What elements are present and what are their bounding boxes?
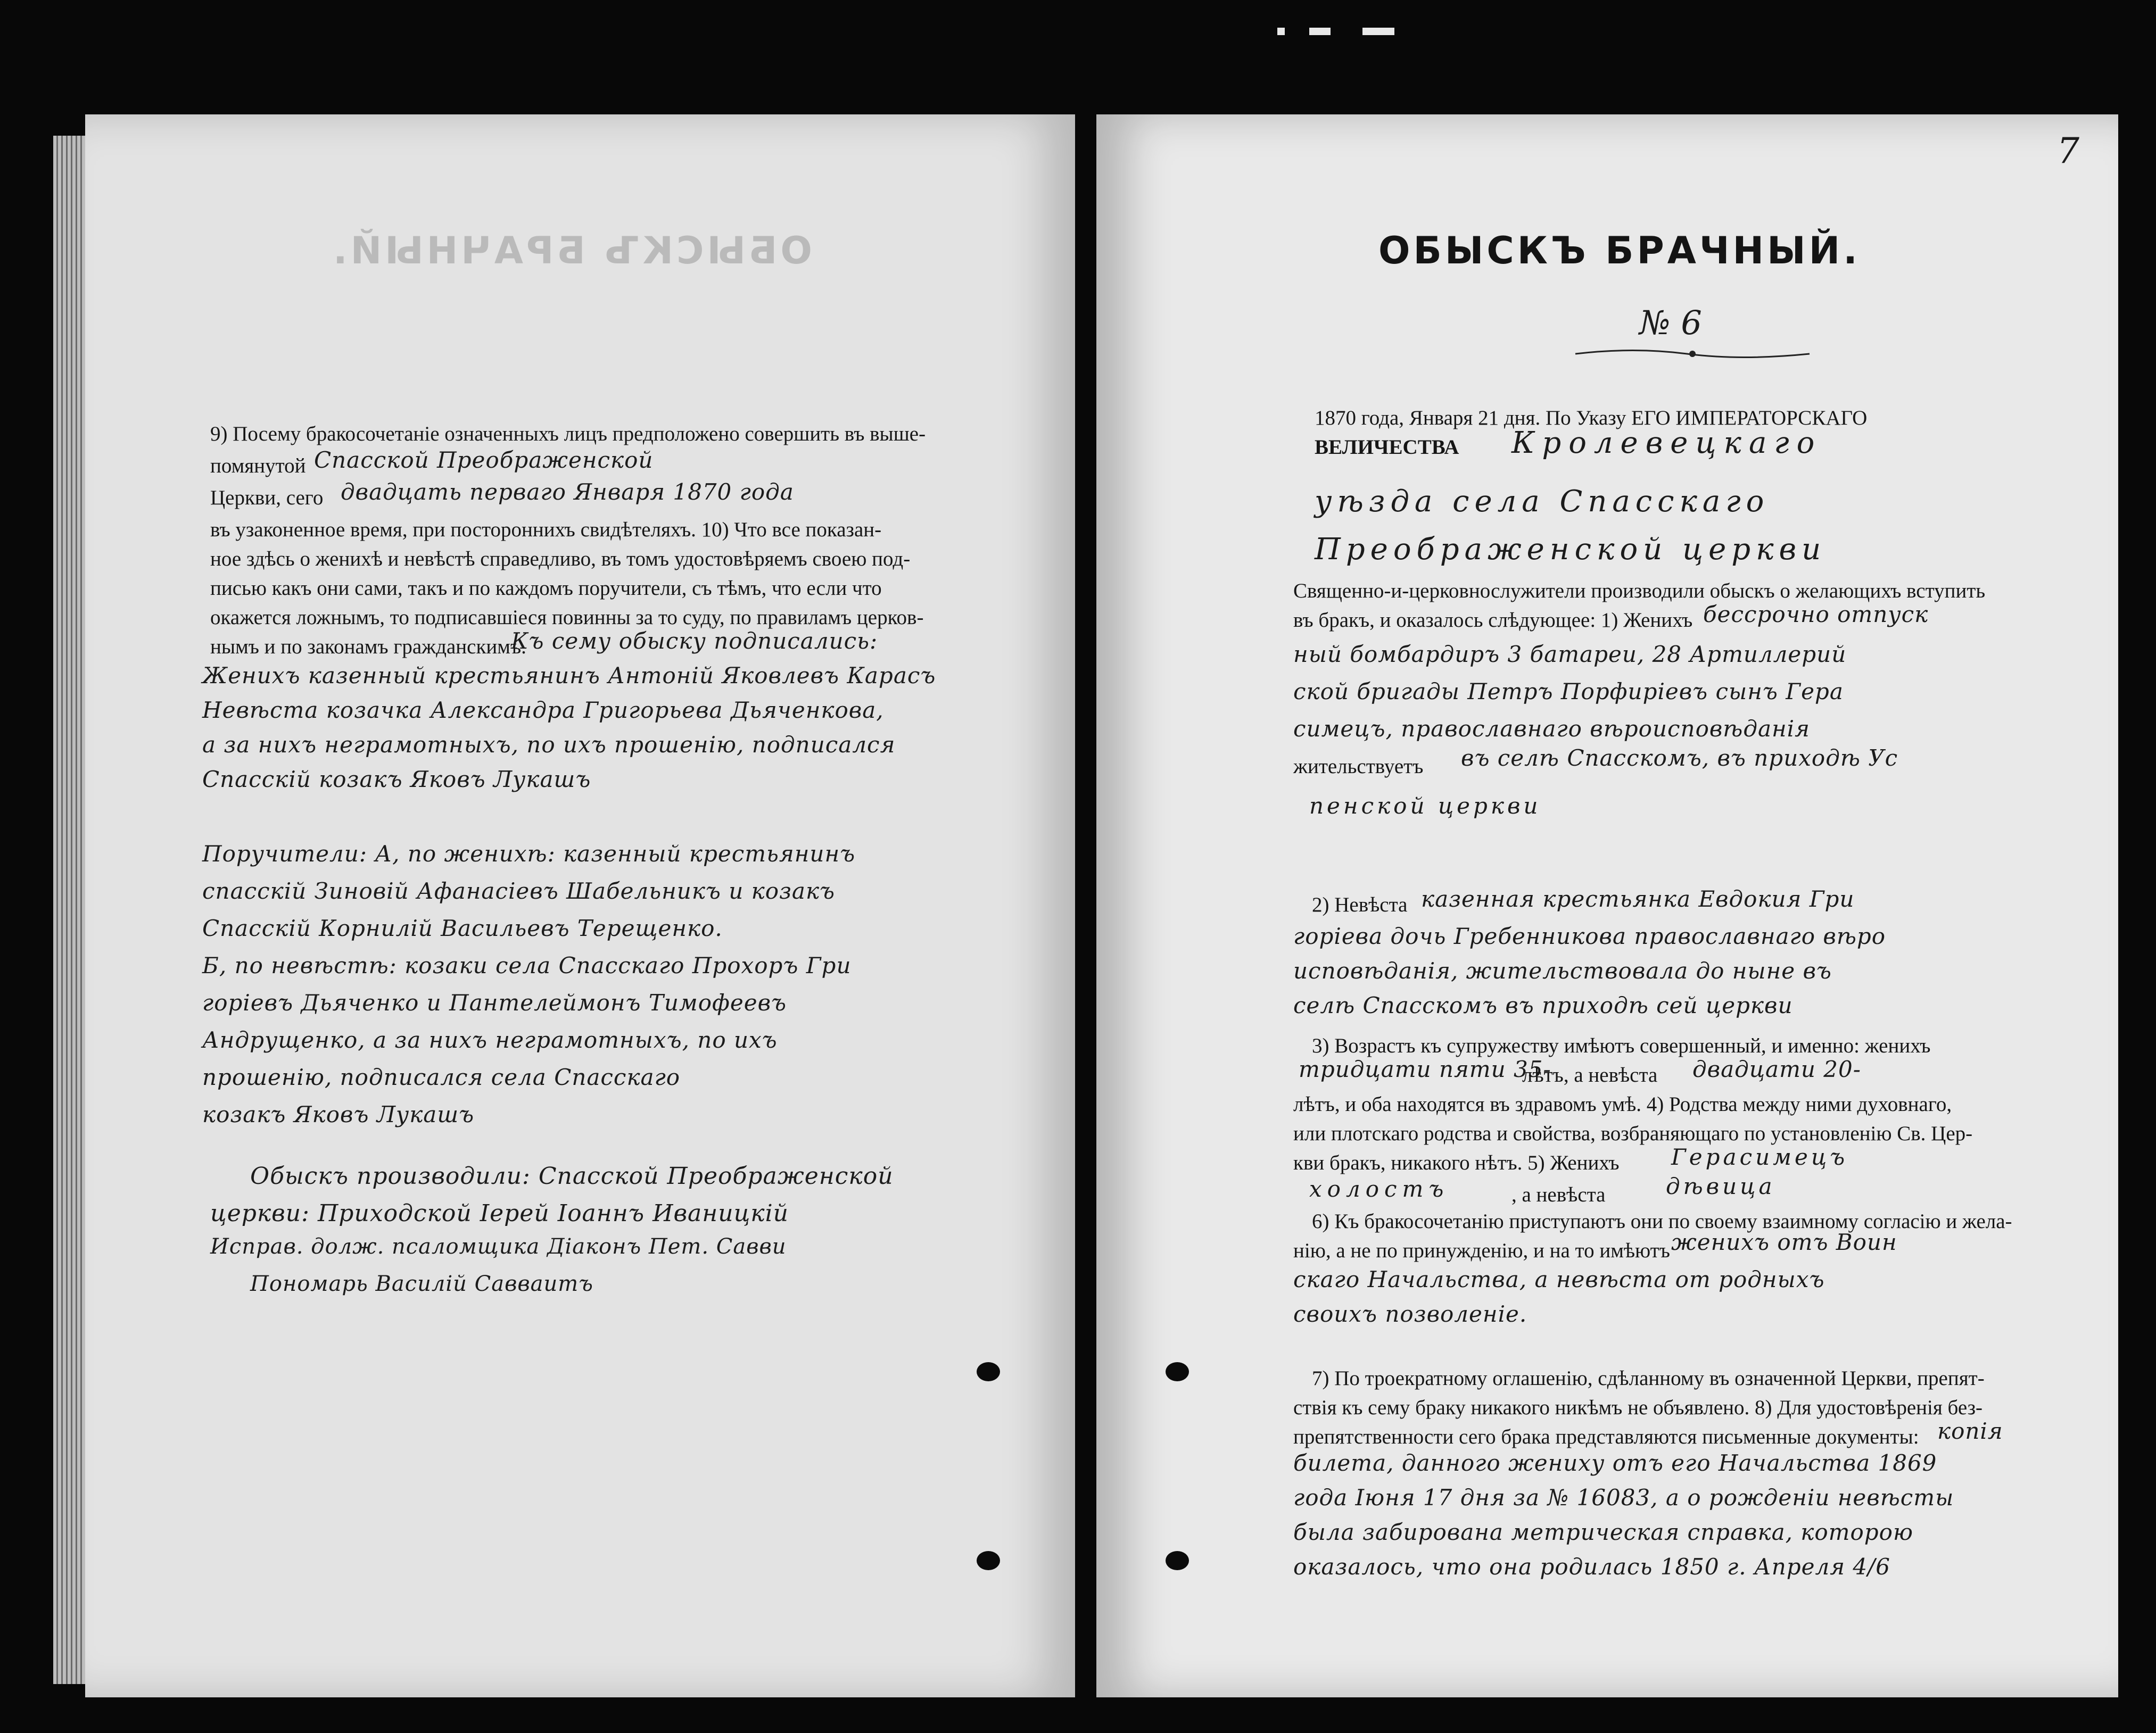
bride-age: двадцати 20- xyxy=(1692,1056,1861,1082)
documents: копiя xyxy=(1937,1418,2003,1444)
documents: билета, данного жениху отъ его Начальства 1869 xyxy=(1293,1450,1937,1476)
groom-age: тридцати пяти 35- xyxy=(1299,1056,1551,1082)
signature-line: прошенiю, подписался села Спасскаго xyxy=(202,1064,681,1090)
section-3-line-2: лѣтъ, а невѣста xyxy=(1522,1064,1658,1087)
left-paragraph-9-line-7: окажется ложнымъ, то подписавшiеся повинны за то суду, по правиламъ церков- xyxy=(210,606,924,629)
signature-line: спасскiй Зиновiй Афанасiевъ Шабельникъ и козакъ xyxy=(202,878,836,904)
section-2-line-1: 2) Невѣста xyxy=(1312,893,1408,916)
consent: женихъ отъ Воин xyxy=(1671,1229,1897,1255)
title-ornament xyxy=(1570,346,1815,362)
bleed-through-title: ОБЫСКЪ БРАЧНЫЙ. xyxy=(330,229,812,272)
binding-hole xyxy=(1166,1551,1189,1570)
intro-line-1: 1870 года, Января 21 дня. По Указу ЕГО ИМПЕРАТОРСКАГО xyxy=(1315,407,1868,429)
section-7-line-1: 7) По троекратному оглашенiю, сдѣланному въ означенной Церкви, препят- xyxy=(1312,1367,1985,1390)
clergy-line: церкви: Приходской Iерей Iоаннъ Иваницкiй xyxy=(210,1200,789,1227)
left-church-name: Спасской Преображенской xyxy=(314,447,654,473)
section-3-line-1: 3) Возрастъ къ супружеству имѣютъ совершенный, и именно: женихъ xyxy=(1312,1034,1931,1057)
village-name: уѣзда села Спасскаго xyxy=(1315,484,1770,519)
scanner-mark xyxy=(1277,28,1285,35)
left-signatures-heading: Къ сему обыску подписались: xyxy=(511,628,878,654)
section-3-line-5: кви бракъ, никакого нѣтъ. 5) Женихъ xyxy=(1293,1151,1620,1174)
binding-hole xyxy=(977,1362,1000,1381)
signature-line: горiевъ Дьяченко и Пантелеймонъ Тимофеевъ xyxy=(202,990,787,1016)
signature-line: Женихъ казенный крестьянинъ Антонiй Яковлевъ Карасъ xyxy=(202,662,936,689)
binding-hole xyxy=(1166,1362,1189,1381)
section-1-line-1: Священно-и-церковнослужители производили обыскъ о желающихъ вступить xyxy=(1293,579,1986,602)
left-paragraph-9-line-8: нымъ и по законамъ гражданскимъ. xyxy=(210,635,526,658)
scanner-mark xyxy=(1362,28,1394,35)
left-wedding-date: двадцать перваго Января 1870 года xyxy=(341,479,794,505)
groom-description: симецъ, православнаго вѣроисповѣданiя xyxy=(1293,716,1810,742)
consent: своихъ позволенiе. xyxy=(1293,1301,1527,1327)
clergy-line: Обыскъ производили: Спасской Преображенской xyxy=(250,1163,894,1190)
left-paragraph-9-line-1: 9) Посему бракосочетанiе означенныхъ лицъ предположено совершить въ выше- xyxy=(210,422,926,445)
left-paragraph-9-line-6: писью какъ они сами, такъ и по каждомъ поручители, съ тѣмъ, что если что xyxy=(210,577,882,600)
left-paragraph-9-line-5: ное здѣсь о женихѣ и невѣстѣ справедливо, въ томъ удостовѣряемъ своею под- xyxy=(210,548,911,570)
bride-description: исповѣданiя, жительствовала до ныне въ xyxy=(1293,958,1832,984)
bride-status: дѣвица xyxy=(1666,1173,1775,1199)
groom-description: ской бригады Петръ Порфирiевъ сынъ Гера xyxy=(1293,678,1844,704)
document-title: ОБЫСКЪ БРАЧНЫЙ. xyxy=(1378,229,1861,272)
district-name: Кролевецкаго xyxy=(1511,426,1822,460)
groom-description: бессрочно отпуск xyxy=(1703,601,1929,627)
record-number: № 6 xyxy=(1639,303,1702,342)
section-6-line-2: нiю, а не по принужденiю, и на то имѣютъ xyxy=(1293,1239,1670,1262)
groom-surname: Герасимецъ xyxy=(1671,1144,1848,1170)
groom-residence: въ селѣ Спасскомъ, въ приходѣ Ус xyxy=(1461,745,1898,771)
binding-hole xyxy=(977,1551,1000,1570)
consent: скаго Начальства, а невѣста от родныхъ xyxy=(1293,1266,1825,1292)
groom-status: холостъ xyxy=(1309,1176,1449,1202)
section-6-line-1: 6) Къ бракосочетанiю приступаютъ они по своему взаимному согласiю и жела- xyxy=(1312,1210,2012,1233)
section-1-line-3: жительствуетъ xyxy=(1293,755,1424,778)
clergy-line: Пономарь Василiй Савваитъ xyxy=(250,1272,593,1296)
section-3-line-6: , а невѣста xyxy=(1511,1183,1606,1206)
folio-number: 7 xyxy=(2057,130,2079,171)
left-paragraph-9-line-3: Церкви, сего xyxy=(210,486,324,509)
groom-description: ный бомбардиръ 3 батареи, 28 Артиллерий xyxy=(1293,641,1847,667)
section-7-line-3: препятственности сего брака представляются письменные документы: xyxy=(1293,1425,1919,1448)
clergy-line: Исправ. долж. псаломщика Дiаконъ Пет. Савви xyxy=(210,1234,787,1259)
groom-residence: пенской церкви xyxy=(1309,793,1541,819)
intro-line-2: ВЕЛИЧЕСТВА xyxy=(1315,436,1459,459)
left-paragraph-9-line-4: въ узаконенное время, при постороннихъ свидѣтеляхъ. 10) Что все показан- xyxy=(210,518,882,541)
bride-description: селѣ Спасскомъ въ приходѣ сей церкви xyxy=(1293,992,1793,1018)
left-page xyxy=(85,114,1075,1697)
bride-description: казенная крестьянка Евдокия Гри xyxy=(1421,886,1855,912)
section-3-line-3: лѣтъ, и оба находятся въ здравомъ умѣ. 4) Родства между ними духовнаго, xyxy=(1293,1093,1952,1116)
signature-line: Спасскiй козакъ Яковъ Лукашъ xyxy=(202,766,591,792)
signature-line: Поручители: А, по женихѣ: казенный крестьянинъ xyxy=(202,841,856,867)
signature-line: Б, по невѣстѣ: козаки села Спасскаго Прохоръ Гри xyxy=(202,952,852,979)
section-7-line-2: ствiя къ сему браку никакого никѣмъ не объявлено. 8) Для удостовѣренiя без- xyxy=(1293,1396,1983,1419)
signature-line: а за нихъ неграмотныхъ, по ихъ прошенiю, подписался xyxy=(202,732,896,758)
scanner-mark xyxy=(1309,28,1331,35)
left-paragraph-9-line-2: помянутой xyxy=(210,454,306,477)
church-name: Преображенской церкви xyxy=(1315,532,1827,567)
signature-line: Спасскiй Корнилiй Васильевъ Терещенко. xyxy=(202,915,723,941)
documents: оказалось, что она родилась 1850 г. Апреля 4/6 xyxy=(1293,1554,1891,1580)
section-1-line-2: въ бракъ, и оказалось слѣдующее: 1) Женихъ xyxy=(1293,609,1693,632)
documents: была забирована метрическая справка, которою xyxy=(1293,1519,1913,1545)
bride-description: горiева дочь Гребенникова православнаго вѣро xyxy=(1293,923,1886,949)
section-3-line-4: или плотскаго родства и свойства, возбраняющаго по установленiю Св. Цер- xyxy=(1293,1122,1973,1145)
signature-line: козакъ Яковъ Лукашъ xyxy=(202,1101,475,1127)
signature-line: Андрущенко, а за нихъ неграмотныхъ, по ихъ xyxy=(202,1027,778,1053)
signature-line: Невѣста козачка Александра Григорьева Дьяченкова, xyxy=(202,697,884,723)
documents: года Iюня 17 дня за № 16083, а о рожденiи невѣсты xyxy=(1293,1485,1954,1511)
